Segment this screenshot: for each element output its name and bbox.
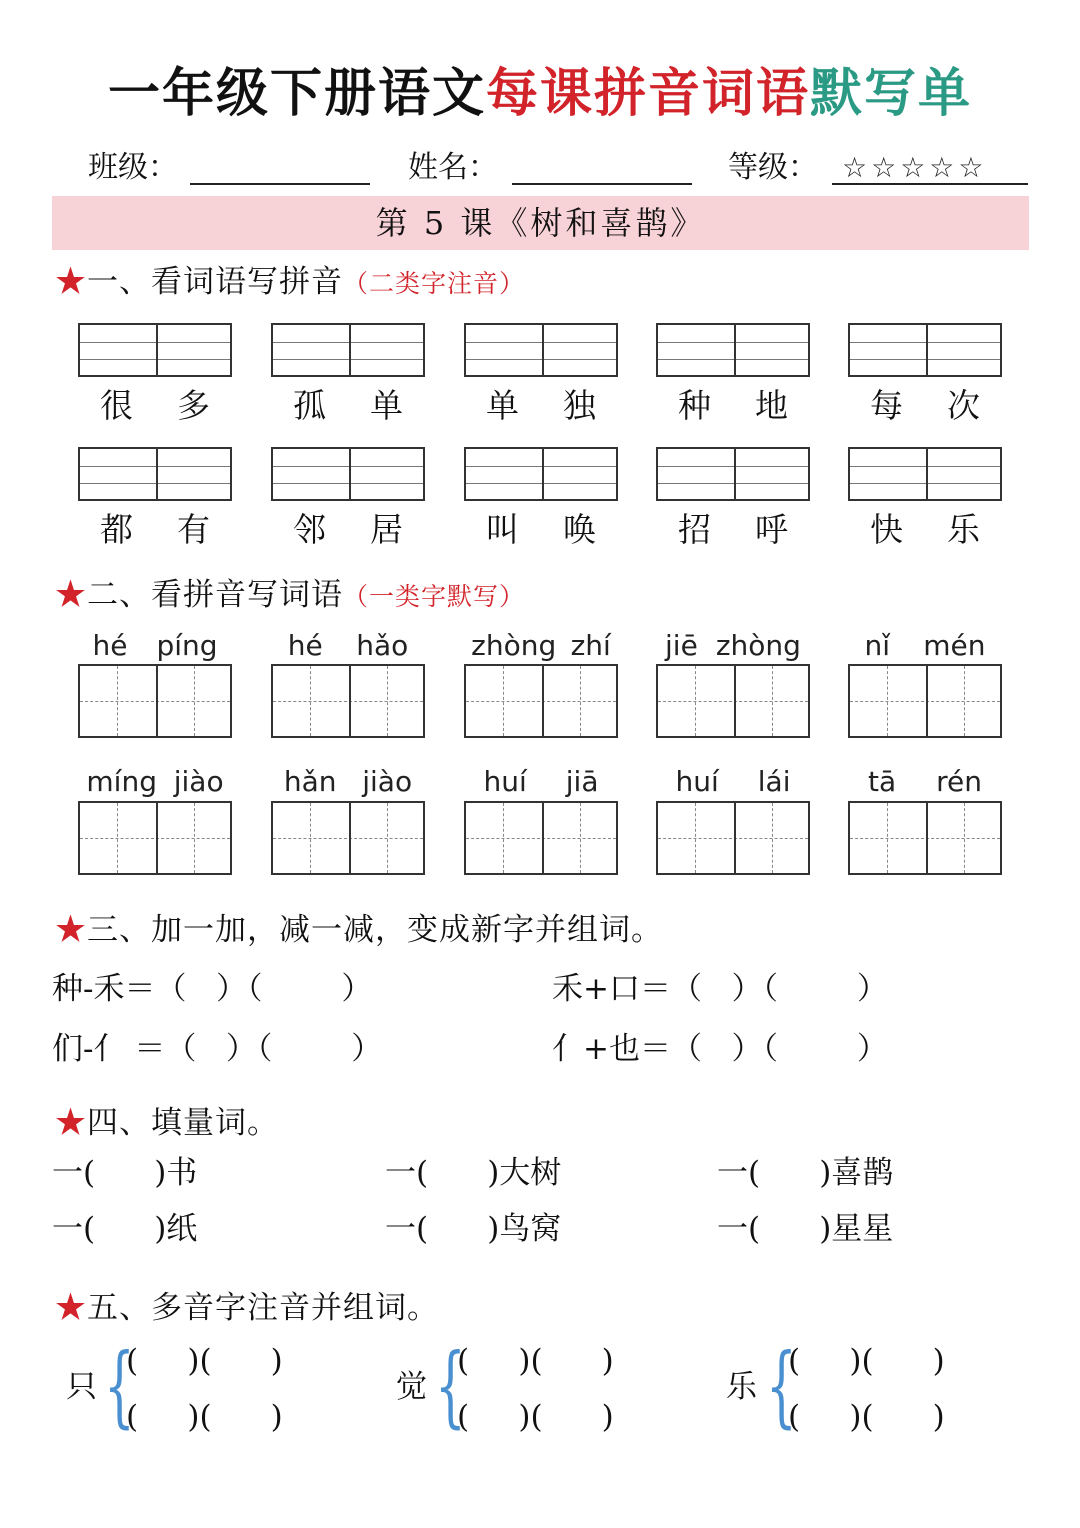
s4-item[interactable]: 一( )鸟窝 [385, 1211, 562, 1247]
pinyin-syllable: hǎo [356, 629, 409, 662]
vocab-char: 招 [678, 510, 711, 549]
brace-icon: { [766, 1334, 797, 1437]
s4-item[interactable]: 一( )喜鹊 [717, 1155, 894, 1191]
vocab-word [464, 386, 618, 426]
pinyin-label [656, 765, 810, 799]
pinyin-writing-box[interactable] [656, 323, 810, 377]
pinyin-syllable: píng [156, 629, 218, 662]
s4-item[interactable]: 一( )大树 [385, 1155, 562, 1191]
section-2-title: 二、看拼音写词语 [87, 577, 343, 613]
s3-item[interactable]: 们-亻 ＝（ ）（ ） [52, 1031, 383, 1067]
section-2-heading [55, 575, 525, 617]
section-4-heading [55, 1103, 279, 1143]
vocab-char: 快 [870, 510, 903, 549]
name-label: 姓名： [408, 150, 498, 185]
pinyin-syllable: lái [757, 765, 791, 798]
vocab-char: 邻 [293, 510, 326, 549]
pinyin-writing-box[interactable] [78, 323, 232, 377]
pinyin-syllable: zhòng [715, 629, 801, 662]
polyphone-blank[interactable]: ( )( ) [126, 1343, 283, 1379]
vocab-char: 有 [177, 510, 210, 549]
section-2-note: （一类字默写） [343, 582, 526, 611]
pinyin-label [78, 765, 232, 799]
vocab-char: 独 [563, 386, 596, 425]
title-part-3: 默写单 [810, 63, 973, 124]
pinyin-label [78, 629, 232, 663]
s4-item[interactable]: 一( )纸 [52, 1211, 198, 1247]
pinyin-syllable: rén [936, 765, 982, 798]
vocab-word [78, 386, 232, 426]
pinyin-writing-box[interactable] [848, 323, 1002, 377]
section-5-title: 五、多音字注音并组词。 [87, 1290, 439, 1326]
vocab-char: 很 [100, 386, 133, 425]
pinyin-writing-box[interactable] [848, 447, 1002, 501]
pinyin-syllable: míng [86, 765, 157, 798]
pinyin-syllable: huí [675, 765, 719, 798]
worksheet-title [0, 58, 1080, 130]
star-icon: ★ [55, 264, 87, 300]
vocab-word [78, 510, 232, 550]
pinyin-writing-box[interactable] [271, 447, 425, 501]
vocab-word [271, 386, 425, 426]
vocab-word [848, 510, 1002, 550]
star-icon: ★ [55, 1105, 87, 1141]
title-part-2: 每课拼音词语 [485, 63, 810, 124]
brace-icon: { [435, 1334, 466, 1437]
vocab-char: 多 [177, 386, 210, 425]
vocab-char: 居 [370, 510, 403, 549]
pinyin-syllable: jiē [665, 629, 698, 662]
pinyin-syllable: jiā [565, 765, 599, 798]
vocab-char: 单 [370, 386, 403, 425]
vocab-char: 孤 [293, 386, 326, 425]
pinyin-syllable: hǎn [283, 765, 337, 798]
polyphone-blank[interactable]: ( )( ) [457, 1399, 614, 1435]
tianzige-box[interactable] [848, 801, 1002, 875]
section-3-title: 三、加一加，减一减，变成新字并组词。 [87, 912, 663, 948]
polyphone-char: 觉 [396, 1369, 427, 1405]
lesson-banner: 第 5 课《树和喜鹊》 [52, 196, 1029, 250]
grade-label: 等级： [728, 150, 818, 185]
pinyin-syllable: hé [92, 629, 128, 662]
pinyin-syllable: huí [483, 765, 527, 798]
pinyin-syllable: mén [923, 629, 986, 662]
vocab-word [271, 510, 425, 550]
star-icon: ★ [55, 577, 87, 613]
star-icon: ★ [55, 912, 87, 948]
vocab-char: 地 [755, 386, 788, 425]
vocab-word [848, 386, 1002, 426]
tianzige-box[interactable] [848, 664, 1002, 738]
pinyin-label [848, 629, 1002, 663]
tianzige-box[interactable] [78, 664, 232, 738]
section-5-heading [55, 1288, 439, 1328]
s4-item[interactable]: 一( )书 [52, 1155, 198, 1191]
vocab-char: 乐 [947, 510, 980, 549]
vocab-char: 叫 [486, 510, 519, 549]
vocab-word [464, 510, 618, 550]
pinyin-writing-box[interactable] [271, 323, 425, 377]
pinyin-syllable: jiào [173, 765, 224, 798]
pinyin-label [271, 765, 425, 799]
vocab-word [656, 386, 810, 426]
vocab-char: 呼 [755, 510, 788, 549]
pinyin-label [656, 629, 810, 663]
tianzige-box[interactable] [656, 801, 810, 875]
pinyin-writing-box[interactable] [464, 323, 618, 377]
grade-stars[interactable]: ☆☆☆☆☆ [842, 151, 988, 184]
pinyin-label [464, 629, 618, 663]
pinyin-writing-box[interactable] [78, 447, 232, 501]
class-field[interactable] [190, 183, 370, 185]
polyphone-char: 乐 [726, 1369, 757, 1405]
polyphone-char: 只 [66, 1369, 97, 1405]
pinyin-syllable: tā [867, 765, 897, 798]
polyphone-blank[interactable]: ( )( ) [788, 1399, 945, 1435]
class-label: 班级： [88, 150, 178, 185]
vocab-char: 种 [678, 386, 711, 425]
pinyin-writing-box[interactable] [656, 447, 810, 501]
vocab-word [656, 510, 810, 550]
section-1-heading [55, 262, 525, 304]
tianzige-box[interactable] [464, 801, 618, 875]
tianzige-box[interactable] [464, 664, 618, 738]
tianzige-box[interactable] [78, 801, 232, 875]
vocab-char: 唤 [563, 510, 596, 549]
tianzige-box[interactable] [656, 664, 810, 738]
vocab-char: 都 [100, 510, 133, 549]
section-4-title: 四、填量词。 [87, 1105, 279, 1141]
s3-item[interactable]: 禾+口＝（ ）（ ） [552, 971, 888, 1007]
pinyin-label [271, 629, 425, 663]
tianzige-box[interactable] [271, 801, 425, 875]
vocab-char: 次 [947, 386, 980, 425]
tianzige-box[interactable] [271, 664, 425, 738]
s3-item[interactable]: 种-禾＝（ ）（ ） [52, 971, 373, 1007]
brace-icon: { [104, 1334, 135, 1437]
pinyin-syllable: nǐ [864, 629, 891, 662]
polyphone-blank[interactable]: ( )( ) [126, 1399, 283, 1435]
pinyin-syllable: zhí [570, 629, 611, 662]
section-3-heading [55, 910, 663, 950]
pinyin-syllable: zhòng [471, 629, 557, 662]
pinyin-syllable: hé [287, 629, 323, 662]
section-1-title: 一、看词语写拼音 [87, 264, 343, 300]
pinyin-label [848, 765, 1002, 799]
vocab-char: 单 [486, 386, 519, 425]
pinyin-writing-box[interactable] [464, 447, 618, 501]
polyphone-blank[interactable]: ( )( ) [457, 1343, 614, 1379]
vocab-char: 每 [870, 386, 903, 425]
pinyin-label [464, 765, 618, 799]
section-1-note: （二类字注音） [343, 269, 526, 298]
polyphone-blank[interactable]: ( )( ) [788, 1343, 945, 1379]
star-icon: ★ [55, 1290, 87, 1326]
s4-item[interactable]: 一( )星星 [717, 1211, 894, 1247]
name-field[interactable] [512, 183, 692, 185]
title-part-1: 一年级下册语文 [107, 63, 486, 124]
pinyin-syllable: jiào [362, 765, 413, 798]
s3-item[interactable]: 亻+也＝（ ）（ ） [552, 1031, 888, 1067]
